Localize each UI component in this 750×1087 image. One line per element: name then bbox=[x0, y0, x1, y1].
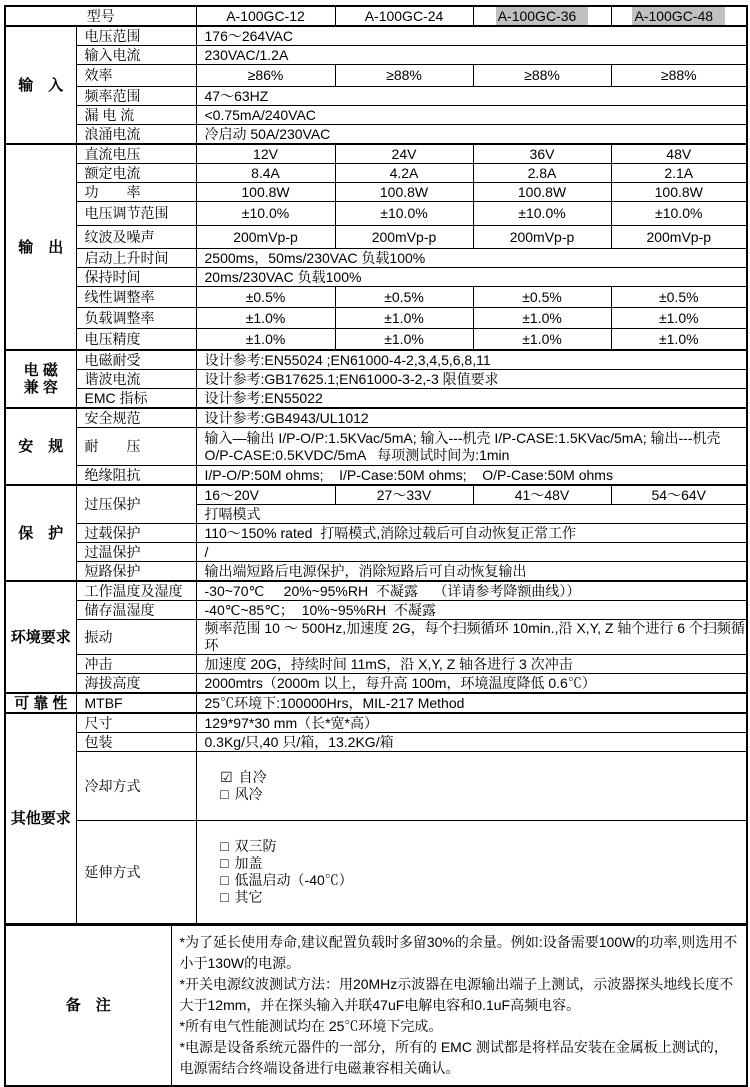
param-value: 加速度 20G，持续时间 11mS，沿 X,Y, Z 轴各进行 3 次冲击 bbox=[196, 655, 747, 674]
section-title-reliability: 可 靠 性 bbox=[5, 693, 76, 713]
row-notes bbox=[5, 926, 747, 1087]
section-title-output: 输 出 bbox=[5, 144, 76, 350]
param-label: 冲击 bbox=[76, 655, 196, 674]
param-label: 电压调节范围 bbox=[76, 202, 196, 226]
row-cooling bbox=[5, 752, 747, 821]
param-label: 包装 bbox=[76, 733, 196, 752]
row-extension bbox=[5, 821, 747, 925]
option-label: 双三防 bbox=[234, 838, 277, 854]
param-label: MTBF bbox=[76, 693, 196, 713]
param-label: 纹波及噪声 bbox=[76, 226, 196, 249]
param-value: ±1.0% bbox=[335, 308, 473, 329]
row-shock bbox=[5, 655, 747, 674]
param-label: 额定电流 bbox=[76, 164, 196, 183]
param-label: 启动上升时间 bbox=[76, 249, 196, 268]
param-value: 129*97*30 mm（长*宽*高） bbox=[196, 713, 747, 733]
param-label: 过载保护 bbox=[76, 524, 196, 543]
row-emc-immunity bbox=[5, 350, 747, 370]
param-value: 47～63HZ bbox=[196, 87, 747, 106]
param-label: 安全规范 bbox=[76, 408, 196, 428]
param-value: ≥88% bbox=[473, 65, 611, 87]
row-load-regulation bbox=[5, 308, 747, 329]
param-label: 电压范围 bbox=[76, 26, 196, 46]
param-value: 2.8A bbox=[473, 164, 611, 183]
note-line: *开关电源纹波测试方法：用20MHz示波器在电源输出端子上测试，示波器探头地线长度不大于12mm，并在探头输入并联47uF电解电容和0.1uF高频电容。 bbox=[179, 976, 734, 1013]
param-value: 设计参考:EN55022 bbox=[196, 389, 747, 409]
param-value: 设计参考:GB17625.1;EN61000-3-2,-3 限值要求 bbox=[196, 370, 747, 389]
param-value: ±10.0% bbox=[196, 202, 335, 226]
param-value: 8.4A bbox=[196, 164, 335, 183]
param-value: 12V bbox=[196, 144, 335, 164]
param-value: 打嗝模式 bbox=[196, 505, 747, 524]
section-title-other: 其他要求 bbox=[5, 713, 76, 924]
param-label: 延伸方式 bbox=[76, 821, 196, 925]
param-label: 保持时间 bbox=[76, 268, 196, 287]
model-name-highlighted: A-100GC-48 bbox=[632, 7, 725, 25]
param-label: 效率 bbox=[76, 65, 196, 87]
row-mtbf bbox=[5, 693, 747, 713]
param-label: 功 率 bbox=[76, 183, 196, 202]
param-value: 冷启动 50A/230VAC bbox=[196, 125, 747, 145]
checkbox-checked-icon[interactable]: ☑ bbox=[220, 769, 233, 785]
param-value: 100.8W bbox=[473, 183, 611, 202]
row-ripple-noise bbox=[5, 226, 747, 249]
checkbox-unchecked-icon[interactable]: □ bbox=[220, 855, 229, 871]
extension-option bbox=[220, 838, 276, 855]
row-operating-temp bbox=[5, 581, 747, 601]
param-value: ±1.0% bbox=[611, 308, 747, 329]
note-line: *所有电气性能测试均在 25℃环境下完成。 bbox=[179, 1018, 443, 1034]
param-value: 100.8W bbox=[196, 183, 335, 202]
option-label: 风冷 bbox=[234, 786, 263, 802]
param-label: 浪涌电流 bbox=[76, 125, 196, 145]
param-label: 谐波电流 bbox=[76, 370, 196, 389]
param-value: ±10.0% bbox=[335, 202, 473, 226]
model-name: A-100GC-12 bbox=[226, 7, 305, 24]
param-label: 过压保护 bbox=[76, 485, 196, 524]
param-label: 漏 电 流 bbox=[76, 106, 196, 125]
spec-table bbox=[4, 5, 748, 925]
row-leakage-current bbox=[5, 106, 747, 125]
param-value: / bbox=[196, 543, 747, 562]
param-value: 4.2A bbox=[335, 164, 473, 183]
param-value: 2000mtrs（2000m 以上，每升高 100m，环境温度降低 0.6℃） bbox=[196, 674, 747, 694]
section-title-environment: 环境要求 bbox=[5, 581, 76, 693]
param-value: 230VAC/1.2A bbox=[196, 46, 747, 65]
param-label: 冷却方式 bbox=[76, 752, 196, 821]
row-safety-standard bbox=[5, 408, 747, 428]
param-label: EMC 指标 bbox=[76, 389, 196, 409]
model-header-row bbox=[5, 6, 747, 26]
row-altitude bbox=[5, 674, 747, 694]
param-label: 电压精度 bbox=[76, 329, 196, 351]
option-label: 其它 bbox=[234, 889, 263, 905]
spec-table-wrap bbox=[4, 5, 746, 1087]
row-storage-temp bbox=[5, 601, 747, 620]
row-line-regulation bbox=[5, 287, 747, 308]
row-voltage-adj-range bbox=[5, 202, 747, 226]
model-name: A-100GC-24 bbox=[364, 7, 444, 24]
row-freq-range bbox=[5, 87, 747, 106]
row-emc-index bbox=[5, 389, 747, 409]
param-value: ≥88% bbox=[611, 65, 747, 87]
param-value: 200mVp-p bbox=[335, 226, 473, 249]
extension-option bbox=[220, 855, 262, 872]
model-cell bbox=[196, 6, 335, 26]
param-value: ±1.0% bbox=[196, 329, 335, 351]
param-value: ±0.5% bbox=[335, 287, 473, 308]
param-value: 48V bbox=[611, 144, 747, 164]
extension-option bbox=[220, 889, 262, 906]
param-value: 200mVp-p bbox=[611, 226, 747, 249]
param-value: 200mVp-p bbox=[473, 226, 611, 249]
checkbox-unchecked-icon[interactable]: □ bbox=[220, 872, 229, 888]
param-value: ±1.0% bbox=[335, 329, 473, 351]
param-value: ±0.5% bbox=[196, 287, 335, 308]
param-value: 24V bbox=[335, 144, 473, 164]
param-value: 频率范围 10 ～ 500Hz,加速度 2G，每个扫频循环 10min.,沿 X,Y, Z 轴个进行 6 个扫频循环 bbox=[196, 620, 747, 655]
section-title-emc bbox=[5, 350, 76, 408]
row-input-current bbox=[5, 46, 747, 65]
param-label: 海拔高度 bbox=[76, 674, 196, 694]
param-value: -40℃~85℃； 10%~95%RH 不凝露 bbox=[196, 601, 747, 620]
row-voltage-range bbox=[5, 26, 747, 46]
param-value: 27～33V bbox=[335, 485, 473, 505]
checkbox-unchecked-icon[interactable]: □ bbox=[220, 889, 229, 905]
param-value: 0.3Kg/只,40 只/箱，13.2KG/箱 bbox=[196, 733, 747, 752]
note-line: *为了延长使用寿命,建议配置负载时多留30%的余量。例如:设备需要100W的功率,则选用不小于130W的电源。 bbox=[179, 934, 738, 971]
param-label: 直流电压 bbox=[76, 144, 196, 164]
param-value: 176～264VAC bbox=[196, 26, 747, 46]
param-label: 尺寸 bbox=[76, 713, 196, 733]
row-inrush-current bbox=[5, 125, 747, 145]
model-row-label: 型号 bbox=[5, 6, 196, 26]
param-label: 储存温湿度 bbox=[76, 601, 196, 620]
param-label: 短路保护 bbox=[76, 562, 196, 582]
param-value: ±0.5% bbox=[611, 287, 747, 308]
param-value: 100.8W bbox=[611, 183, 747, 202]
param-value: ±1.0% bbox=[473, 308, 611, 329]
param-value: 2.1A bbox=[611, 164, 747, 183]
param-value: ±1.0% bbox=[473, 329, 611, 351]
row-otp bbox=[5, 543, 747, 562]
row-olp bbox=[5, 524, 747, 543]
cooling-option bbox=[220, 769, 267, 786]
row-ovp-values bbox=[5, 485, 747, 505]
row-rated-current bbox=[5, 164, 747, 183]
row-hold-time bbox=[5, 268, 747, 287]
notes-table bbox=[4, 925, 748, 1087]
option-label: 低温启动（-40℃） bbox=[234, 872, 353, 888]
param-label: 振动 bbox=[76, 620, 196, 655]
param-label: 负载调整率 bbox=[76, 308, 196, 329]
param-label: 耐 压 bbox=[76, 428, 196, 466]
param-label: 输入电流 bbox=[76, 46, 196, 65]
param-value: 输入—输出 I/P-O/P:1.5KVac/5mA; 输入---机壳 I/P-CASE:1.5KVac/5mA; 输出---机壳 O/P-CASE:0.5KVDC/5mA 每项测试时间为:1min bbox=[196, 428, 747, 466]
param-value: ±1.0% bbox=[196, 308, 335, 329]
row-packaging bbox=[5, 733, 747, 752]
param-value: ±10.0% bbox=[473, 202, 611, 226]
param-value: 输出端短路后电源保护，消除短路后可自动恢复输出 bbox=[196, 562, 747, 582]
section-title-safety: 安 规 bbox=[5, 408, 76, 485]
param-value: 54～64V bbox=[611, 485, 747, 505]
param-value: ±0.5% bbox=[473, 287, 611, 308]
extension-options bbox=[196, 821, 747, 925]
param-value: 100.8W bbox=[335, 183, 473, 202]
row-insulation-resistance bbox=[5, 466, 747, 486]
param-value: <0.75mA/240VAC bbox=[196, 106, 747, 125]
section-title-protection: 保 护 bbox=[5, 485, 76, 581]
param-value: 200mVp-p bbox=[196, 226, 335, 249]
param-value: 41～48V bbox=[473, 485, 611, 505]
param-label: 电磁耐受 bbox=[76, 350, 196, 370]
option-label: 自冷 bbox=[238, 769, 267, 785]
param-value: ≥86% bbox=[196, 65, 335, 87]
param-value: ≥88% bbox=[335, 65, 473, 87]
section-title-line: 电 磁 bbox=[23, 362, 58, 379]
param-value: 设计参考:GB4943/UL1012 bbox=[196, 408, 747, 428]
note-line: *电源是设备系统元器件的一部分，所有的 EMC 测试都是将样品安装在金属板上测试的，电源需结合终端设备进行电磁兼容相关确认。 bbox=[179, 1039, 728, 1076]
model-cell bbox=[611, 6, 747, 26]
param-value: 2500ms，50ms/230VAC 负载100% bbox=[196, 249, 747, 268]
param-value: ±10.0% bbox=[611, 202, 747, 226]
param-value: 设计参考:EN55024 ;EN61000-4-2,3,4,5,6,8,11 bbox=[196, 350, 747, 370]
notes-content bbox=[171, 926, 747, 1087]
cooling-option bbox=[220, 786, 262, 803]
row-harmonic-current bbox=[5, 370, 747, 389]
row-voltage-accuracy bbox=[5, 329, 747, 351]
param-value: 110～150% rated 打嗝模式,消除过载后可自动恢复正常工作 bbox=[196, 524, 747, 543]
row-startup-rise-time bbox=[5, 249, 747, 268]
param-value: -30~70℃ 20%~95%RH 不凝露 （详请参考降额曲线）） bbox=[196, 581, 747, 601]
model-name-highlighted: A-100GC-36 bbox=[496, 7, 589, 25]
checkbox-unchecked-icon[interactable]: □ bbox=[220, 838, 229, 854]
row-withstand-voltage bbox=[5, 428, 747, 466]
option-label: 加盖 bbox=[234, 855, 263, 871]
row-vibration bbox=[5, 620, 747, 655]
section-title-notes: 备 注 bbox=[5, 926, 171, 1087]
param-label: 线性调整率 bbox=[76, 287, 196, 308]
param-label: 频率范围 bbox=[76, 87, 196, 106]
param-value: 25℃环境下:100000Hrs，MIL-217 Method bbox=[196, 693, 747, 713]
param-value: ±1.0% bbox=[611, 329, 747, 351]
row-scp bbox=[5, 562, 747, 582]
row-power bbox=[5, 183, 747, 202]
model-cell bbox=[335, 6, 473, 26]
param-label: 绝缘阻抗 bbox=[76, 466, 196, 486]
checkbox-unchecked-icon[interactable]: □ bbox=[220, 786, 229, 802]
param-value: 16～20V bbox=[196, 485, 335, 505]
section-title-input: 输 入 bbox=[5, 26, 76, 144]
row-dc-voltage bbox=[5, 144, 747, 164]
section-title-line: 兼 容 bbox=[23, 379, 58, 396]
param-value: I/P-O/P:50M ohms; I/P-Case:50M ohms; O/P-Case:50M ohms bbox=[196, 466, 747, 486]
cooling-options bbox=[196, 752, 747, 821]
param-value: 36V bbox=[473, 144, 611, 164]
row-dimensions bbox=[5, 713, 747, 733]
model-cell bbox=[473, 6, 611, 26]
param-value: 20ms/230VAC 负载100% bbox=[196, 268, 747, 287]
param-label: 工作温度及湿度 bbox=[76, 581, 196, 601]
row-efficiency bbox=[5, 65, 747, 87]
param-label: 过温保护 bbox=[76, 543, 196, 562]
